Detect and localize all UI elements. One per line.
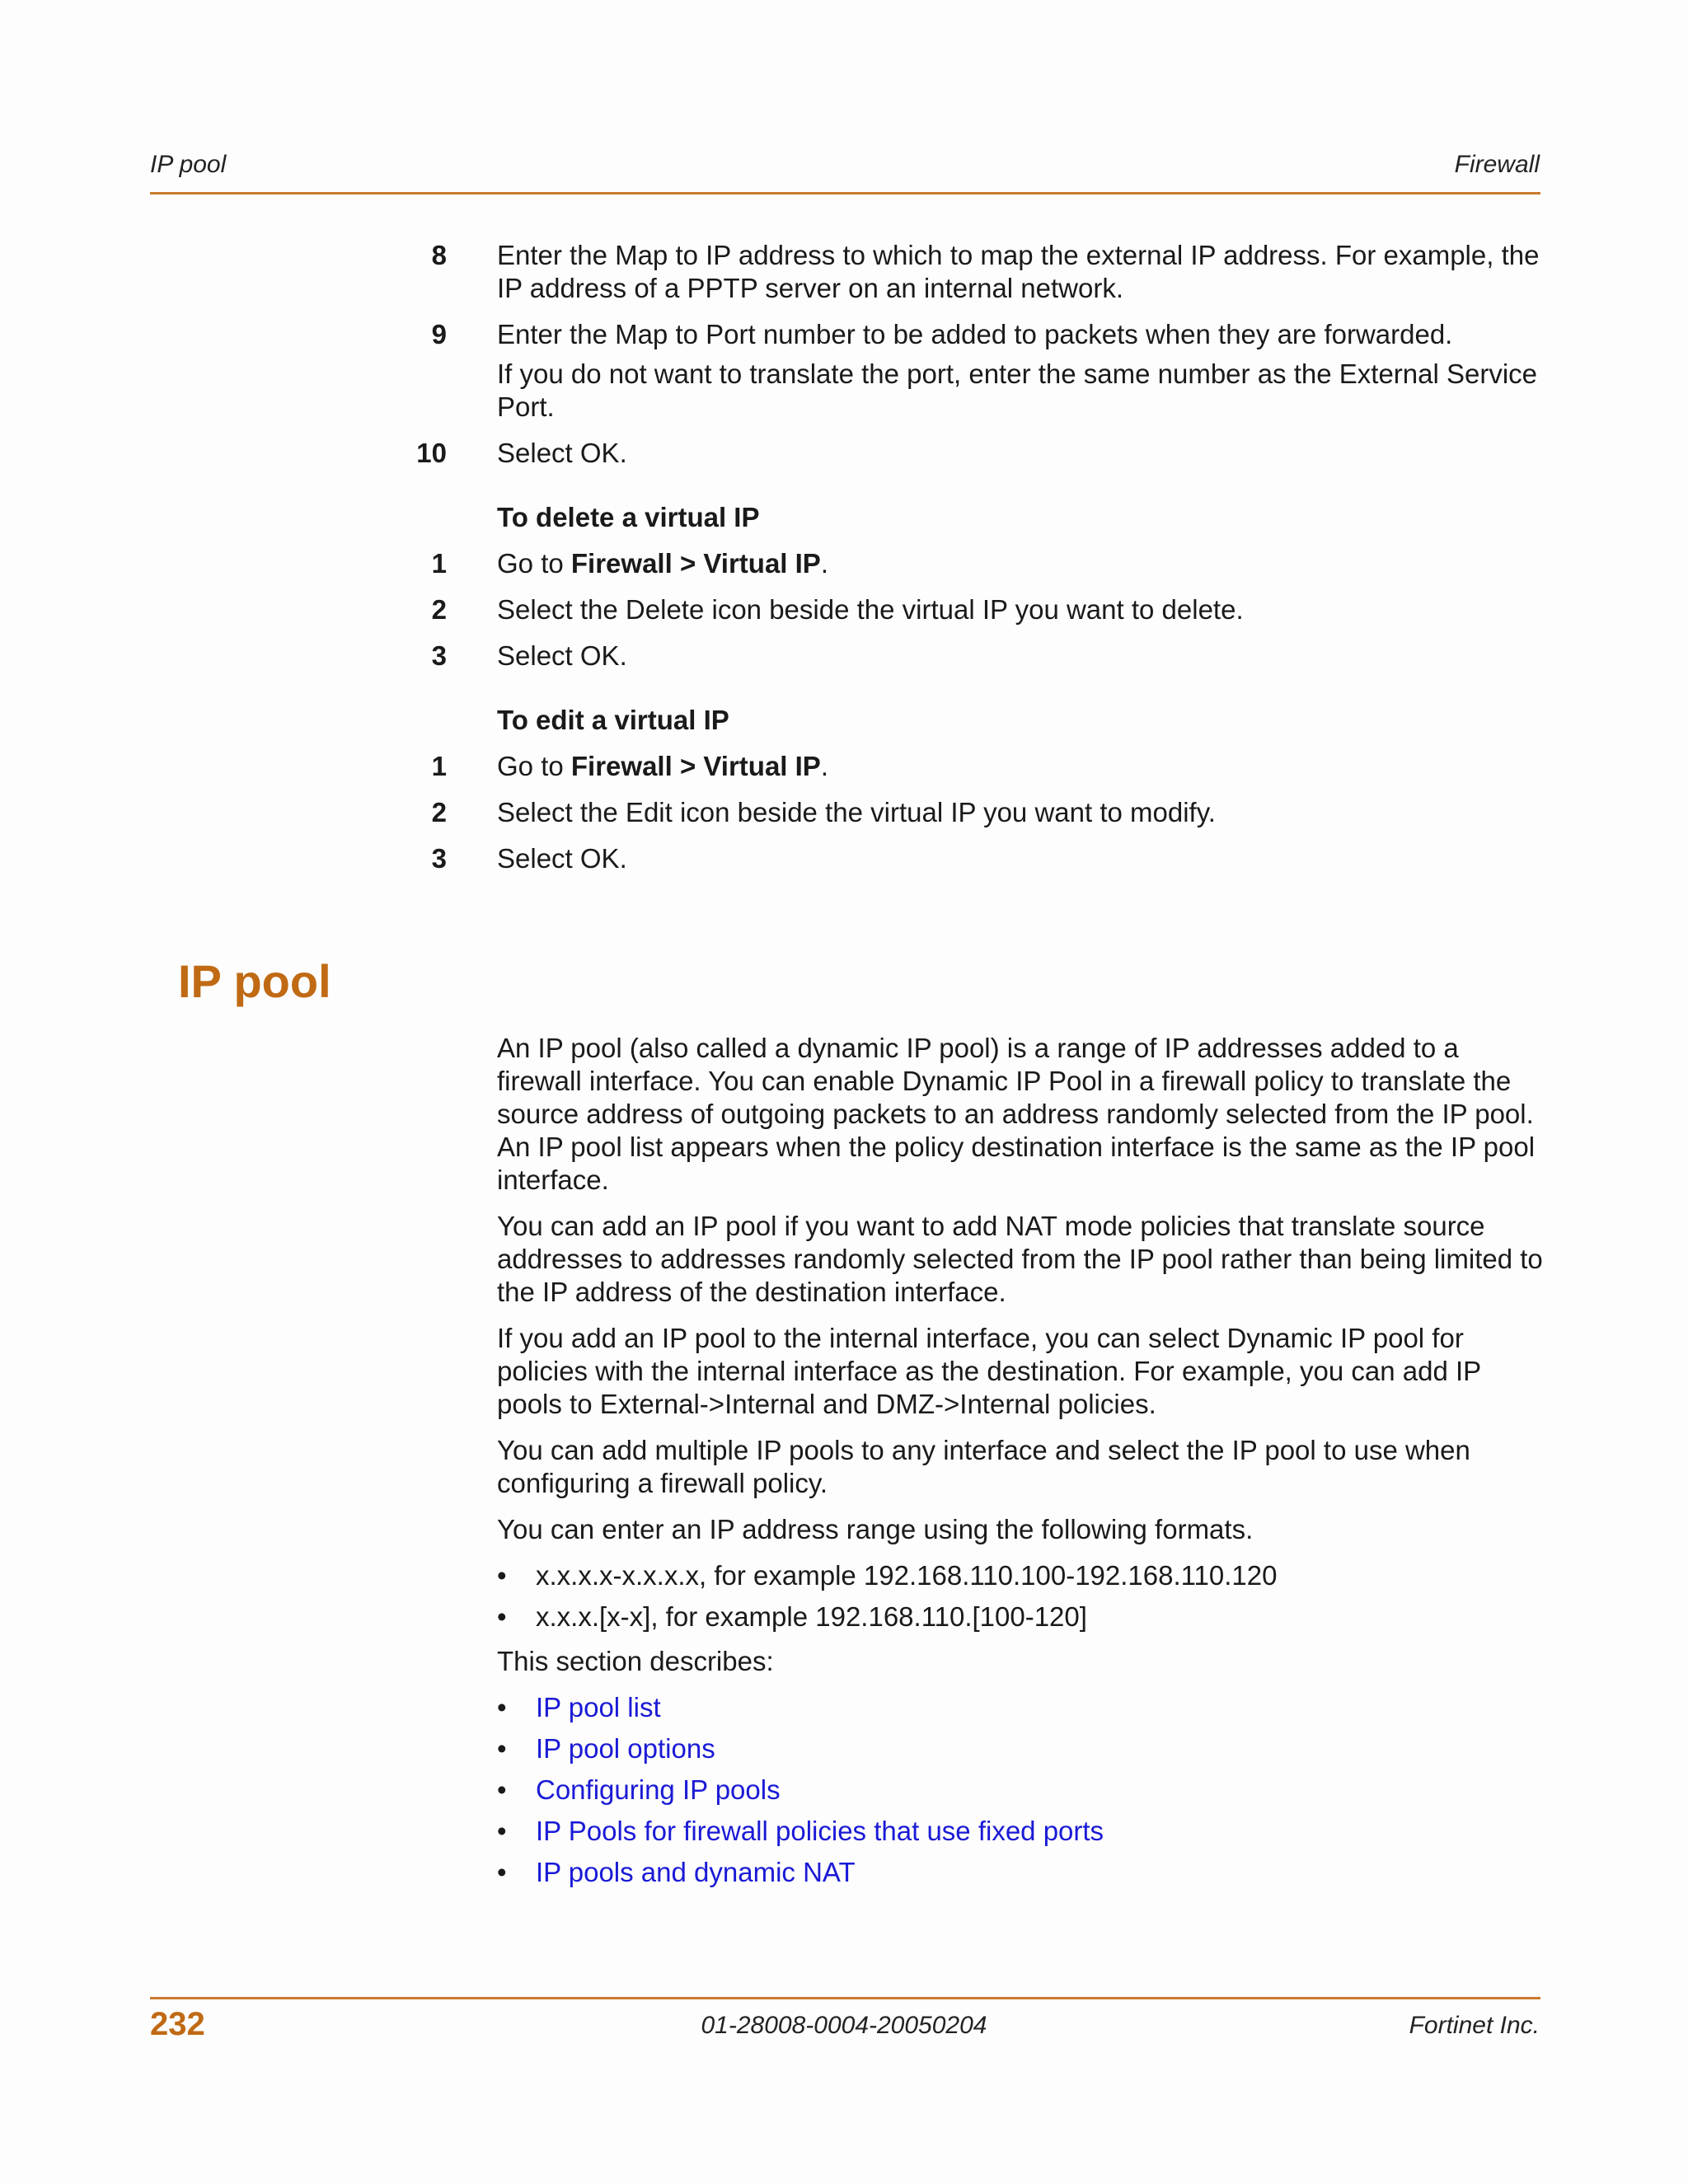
step-text: Select OK. (497, 843, 627, 874)
step-text (497, 750, 1544, 783)
body-paragraph: You can enter an IP address range using the following formats. (497, 1514, 1254, 1544)
body-paragraph: This section describes: (497, 1646, 774, 1676)
bullet-icon: • (497, 1692, 507, 1722)
step-text: Enter the Map to Port number to be added to packets when they are forwarded. (497, 319, 1453, 349)
step-number: 9 (431, 319, 447, 349)
step-item (0, 547, 1688, 580)
section-links-list (497, 1691, 1544, 1889)
running-header-right: Firewall (1454, 151, 1540, 178)
step-text-post: . (820, 548, 828, 579)
format-list (497, 1559, 1544, 1633)
step-number: 3 (431, 843, 447, 874)
step-text-pre: Go to (497, 548, 571, 579)
step-text: Select the Edit icon beside the virtual IP you want to modify. (497, 797, 1216, 827)
footer-rule (150, 1997, 1540, 1999)
document-id: 01-28008-0004-20050204 (701, 2012, 987, 2039)
list-item (497, 1774, 1544, 1807)
step-text: Enter the Map to IP address to which to map the external IP address. For example, the IP address of a PPTP server on an internal network. (497, 240, 1540, 303)
bullet-icon: • (497, 1816, 507, 1846)
step-number: 10 (416, 438, 447, 468)
list-item (497, 1856, 1544, 1889)
company-name: Fortinet Inc. (1409, 2012, 1540, 2039)
step-text-pre: Go to (497, 751, 571, 781)
steps-block (0, 239, 1688, 888)
body-paragraph: An IP pool (also called a dynamic IP pool) is a range of IP addresses added to a firewall interface. You can enable Dynamic IP Pool in a firewall policy to translate the source address of outgoing packets to an address randomly selected from the IP pool. An IP pool list appears when the policy destination interface is the same as the IP pool interface. (497, 1033, 1536, 1195)
body-paragraph: If you add an IP pool to the internal interface, you can select Dynamic IP pool for policies with the internal interface as the destination. For example, you can add IP pools to External->Internal and DMZ->Internal policies. (497, 1323, 1481, 1419)
step-item (0, 640, 1688, 673)
step-number: 2 (431, 594, 447, 625)
step-text (497, 547, 1544, 580)
procedure-title-edit: To edit a virtual IP (497, 705, 729, 735)
step-item (0, 750, 1688, 783)
step-text: Select OK. (497, 640, 627, 671)
step-note: If you do not want to translate the port, enter the same number as the External Service Port. (497, 359, 1538, 422)
bullet-icon: • (497, 1857, 507, 1887)
procedure-title-delete: To delete a virtual IP (497, 502, 760, 532)
link-ip-pool-list[interactable]: IP pool list (536, 1692, 661, 1722)
step-item (0, 842, 1688, 875)
step-text-post: . (820, 751, 828, 781)
step-text: Select OK. (497, 438, 627, 468)
menu-path: Firewall > Virtual IP (570, 751, 821, 781)
step-item (0, 239, 1688, 305)
running-header-left: IP pool (150, 151, 227, 178)
link-ip-pools-fixed-ports[interactable]: IP Pools for firewall policies that use fixed ports (536, 1816, 1104, 1846)
body-paragraph: You can add multiple IP pools to any interface and select the IP pool to use when configuring a firewall policy. (497, 1435, 1470, 1498)
list-item (497, 1559, 1544, 1592)
step-number: 8 (431, 240, 447, 270)
step-text: Select the Delete icon beside the virtual IP you want to delete. (497, 594, 1244, 625)
bullet-icon: • (497, 1733, 507, 1764)
menu-path: Firewall > Virtual IP (570, 548, 821, 579)
section-body (497, 1032, 1544, 1900)
list-item (497, 1732, 1544, 1765)
step-number: 1 (431, 548, 447, 579)
page-number: 232 (150, 2006, 205, 2042)
step-item (0, 593, 1688, 626)
bullet-icon: • (497, 1774, 507, 1805)
list-item-text: x.x.x.[x-x], for example 192.168.110.[100-120] (536, 1601, 1087, 1632)
section-heading: IP pool (178, 955, 331, 1007)
link-configuring-ip-pools[interactable]: Configuring IP pools (536, 1774, 781, 1805)
link-ip-pool-options[interactable]: IP pool options (536, 1733, 715, 1764)
bullet-icon: • (497, 1560, 507, 1591)
list-item-text: x.x.x.x-x.x.x.x, for example 192.168.110.100-192.168.110.120 (536, 1560, 1278, 1591)
list-item (497, 1815, 1544, 1848)
list-item (497, 1691, 1544, 1724)
bullet-icon: • (497, 1601, 507, 1632)
step-number: 3 (431, 640, 447, 671)
list-item (497, 1601, 1544, 1633)
header-rule (150, 192, 1540, 194)
step-number: 2 (431, 797, 447, 827)
step-item (0, 796, 1688, 829)
link-ip-pools-dynamic-nat[interactable]: IP pools and dynamic NAT (536, 1857, 856, 1887)
step-item (0, 318, 1688, 424)
body-paragraph: You can add an IP pool if you want to add NAT mode policies that translate source addresses to addresses randomly selected from the IP pool rather than being limited to the IP address of the destination interface. (497, 1211, 1543, 1307)
step-number: 1 (431, 751, 447, 781)
step-item (0, 437, 1688, 470)
